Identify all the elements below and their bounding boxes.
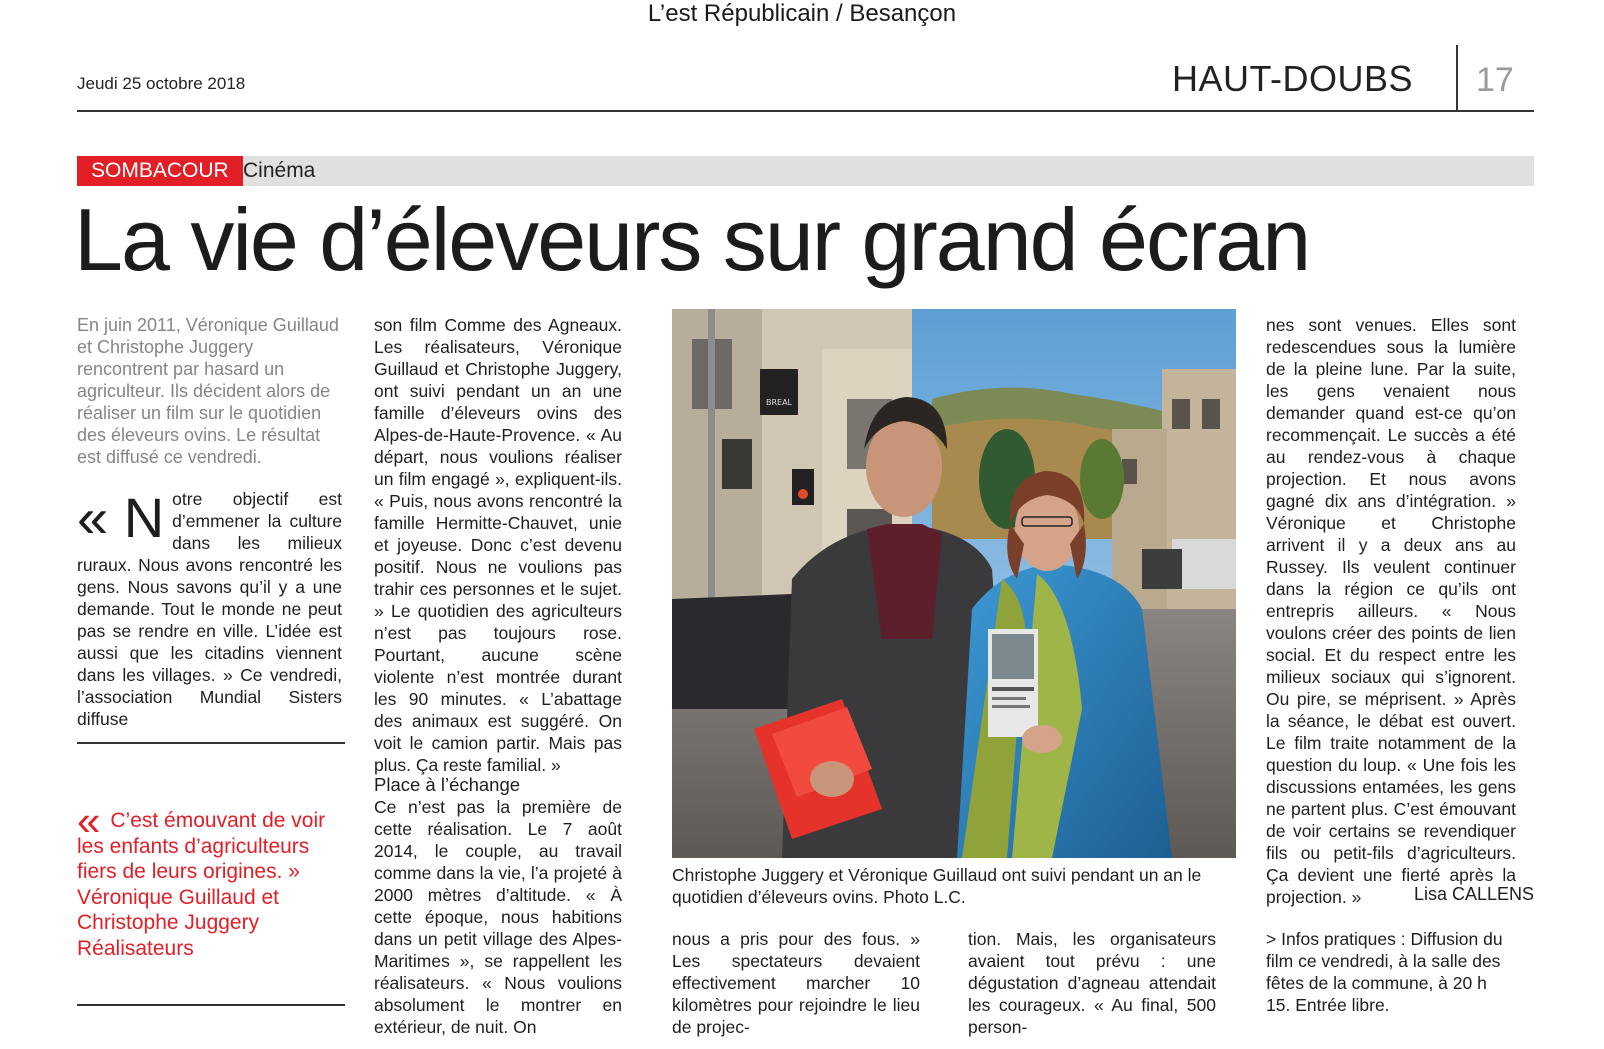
issue-date: Jeudi 25 octobre 2018 — [77, 74, 246, 93]
section-title: HAUT-DOUBS — [1172, 58, 1414, 99]
article-headline: La vie d’éleveurs sur grand écran — [74, 190, 1310, 289]
body-column-3: nous a pris pour des fous. » Les spectateurs devaient effectivement marcher 10 kilomètres pour rejoindre le lieu de projec- — [672, 929, 920, 1037]
photo-illustration — [672, 309, 1236, 858]
kicker-location-tag: SOMBACOUR — [77, 156, 243, 186]
article-photo — [672, 309, 1236, 858]
author-byline: Lisa CALLENS — [1413, 884, 1534, 904]
header-divider — [77, 110, 1534, 112]
quote-role: Réalisateurs — [77, 936, 194, 960]
practical-info: > Infos pratiques : Diffusion du film ce vendredi, à la salle des fêtes de la commune, à 20 h 15. Entrée libre. — [1266, 929, 1503, 1015]
drop-cap: « N — [77, 486, 165, 549]
photo-caption: Christophe Juggery et Véronique Guillaud ont suivi pendant un an le quotidien d’éleveurs ovins. Photo L.C. — [672, 865, 1202, 907]
pull-quote — [77, 797, 345, 961]
quote-text: C’est émouvant de voir les enfants d’agriculteurs fiers de leurs origines. » — [77, 809, 326, 883]
column-divider-bottom — [77, 1004, 345, 1006]
body-column-4: tion. Mais, les organisateurs avaient tout prévu : une dégustation d’agneau attendait les courageux. « Au final, 500 person- — [968, 929, 1216, 1037]
quote-author: Véronique Guillaud et Christophe Juggery — [77, 885, 279, 934]
body-column-2: son film Comme des Agneaux. Les réalisateurs, Véronique Guillaud et Christophe Juggery, ont suivi pendant un an une famille d’éleveurs ovins des Alpes-de-Haute-Provence. « Au départ, nous voulions réaliser un film engagé », expliquent-ils. « Puis, nous avons rencontré la famille Hermitte-Chauvet, unie et joyeuse. Donc c’est devenu positif. Nous ne voulions pas trahir ces personnes et le sujet. » Le quotidien des agriculteurs n’est pas toujours rose. Pourtant, aucune scène violente n’est montrée durant les 90 minutes. « L’abattage des animaux est suggéré. On voit le camion partir. Mais pas plus. Ça reste familial. » — [374, 315, 622, 775]
intertitle: Place à l’échange — [374, 774, 521, 795]
body-column-5: nes sont venues. Elles sont redescendues sous la lumière de la pleine lune. Par la suite, les gens venaient nous demander quand est-ce qu’on recommençait. Le succès a été au rendez-vous à chaque projection. Et nous avons gagné dix ans d’intégration. » Véronique et Christophe arrivent il y a deux ans au Russey. Ils veulent continuer dans la région ce qu’ils ont entrepris ailleurs. « Nous voulons créer des points de lien social. Et du respect entre les milieux sociaux qui s’ignorent. Ou pire, se méprisent. » Après la séance, le débat est ouvert. Le film traite notamment de la question du loup. « Une fois les discussions entamées, les gens ne partent plus. C’est émouvant de voir certains se revendiquer fils ou petit-fils d’agriculteurs. Ça devient une fierté après la projection. » — [1266, 315, 1516, 907]
page-number: 17 — [1476, 61, 1514, 99]
masthead: L’est Républicain / Besançon — [647, 0, 957, 27]
body-column-2-continued: Ce n’est pas la première de cette réalisation. Le 7 août 2014, le couple, au travail comme dans la vie, l’a projeté à 2000 mètres d’altitude. « À cette époque, nous habitions dans un petit village des Alpes-Maritimes », se rappellent les réalisateurs. « Nous voulions absolument le montrer en extérieur, de nuit. On — [374, 797, 622, 1037]
article-standfirst: En juin 2011, Véronique Guillaud et Christophe Juggery rencontrent par hasard un agriculteur. Ils décident alors de réaliser un film sur le quotidien des éleveurs ovins. Le résultat est diffusé ce vendredi. — [77, 315, 339, 467]
header-vertical-divider — [1456, 45, 1458, 112]
lead-text: otre objectif est d’emmener la culture dans les milieux ruraux. Nous avons rencontré les gens. Nous savons qu’il y a une demande. Tout le monde ne peut pas se rendre en ville. L’idée est aussi que les citadins viennent dans les villages. » Ce vendredi, l’association Mundial Sisters diffuse — [77, 489, 342, 729]
storefront-sign-text: BREAL — [765, 398, 793, 407]
lead-paragraph — [77, 488, 342, 730]
column-divider-top — [77, 742, 345, 744]
quote-open-mark: « — [77, 797, 101, 844]
kicker-rubric: Cinéma — [243, 159, 316, 182]
